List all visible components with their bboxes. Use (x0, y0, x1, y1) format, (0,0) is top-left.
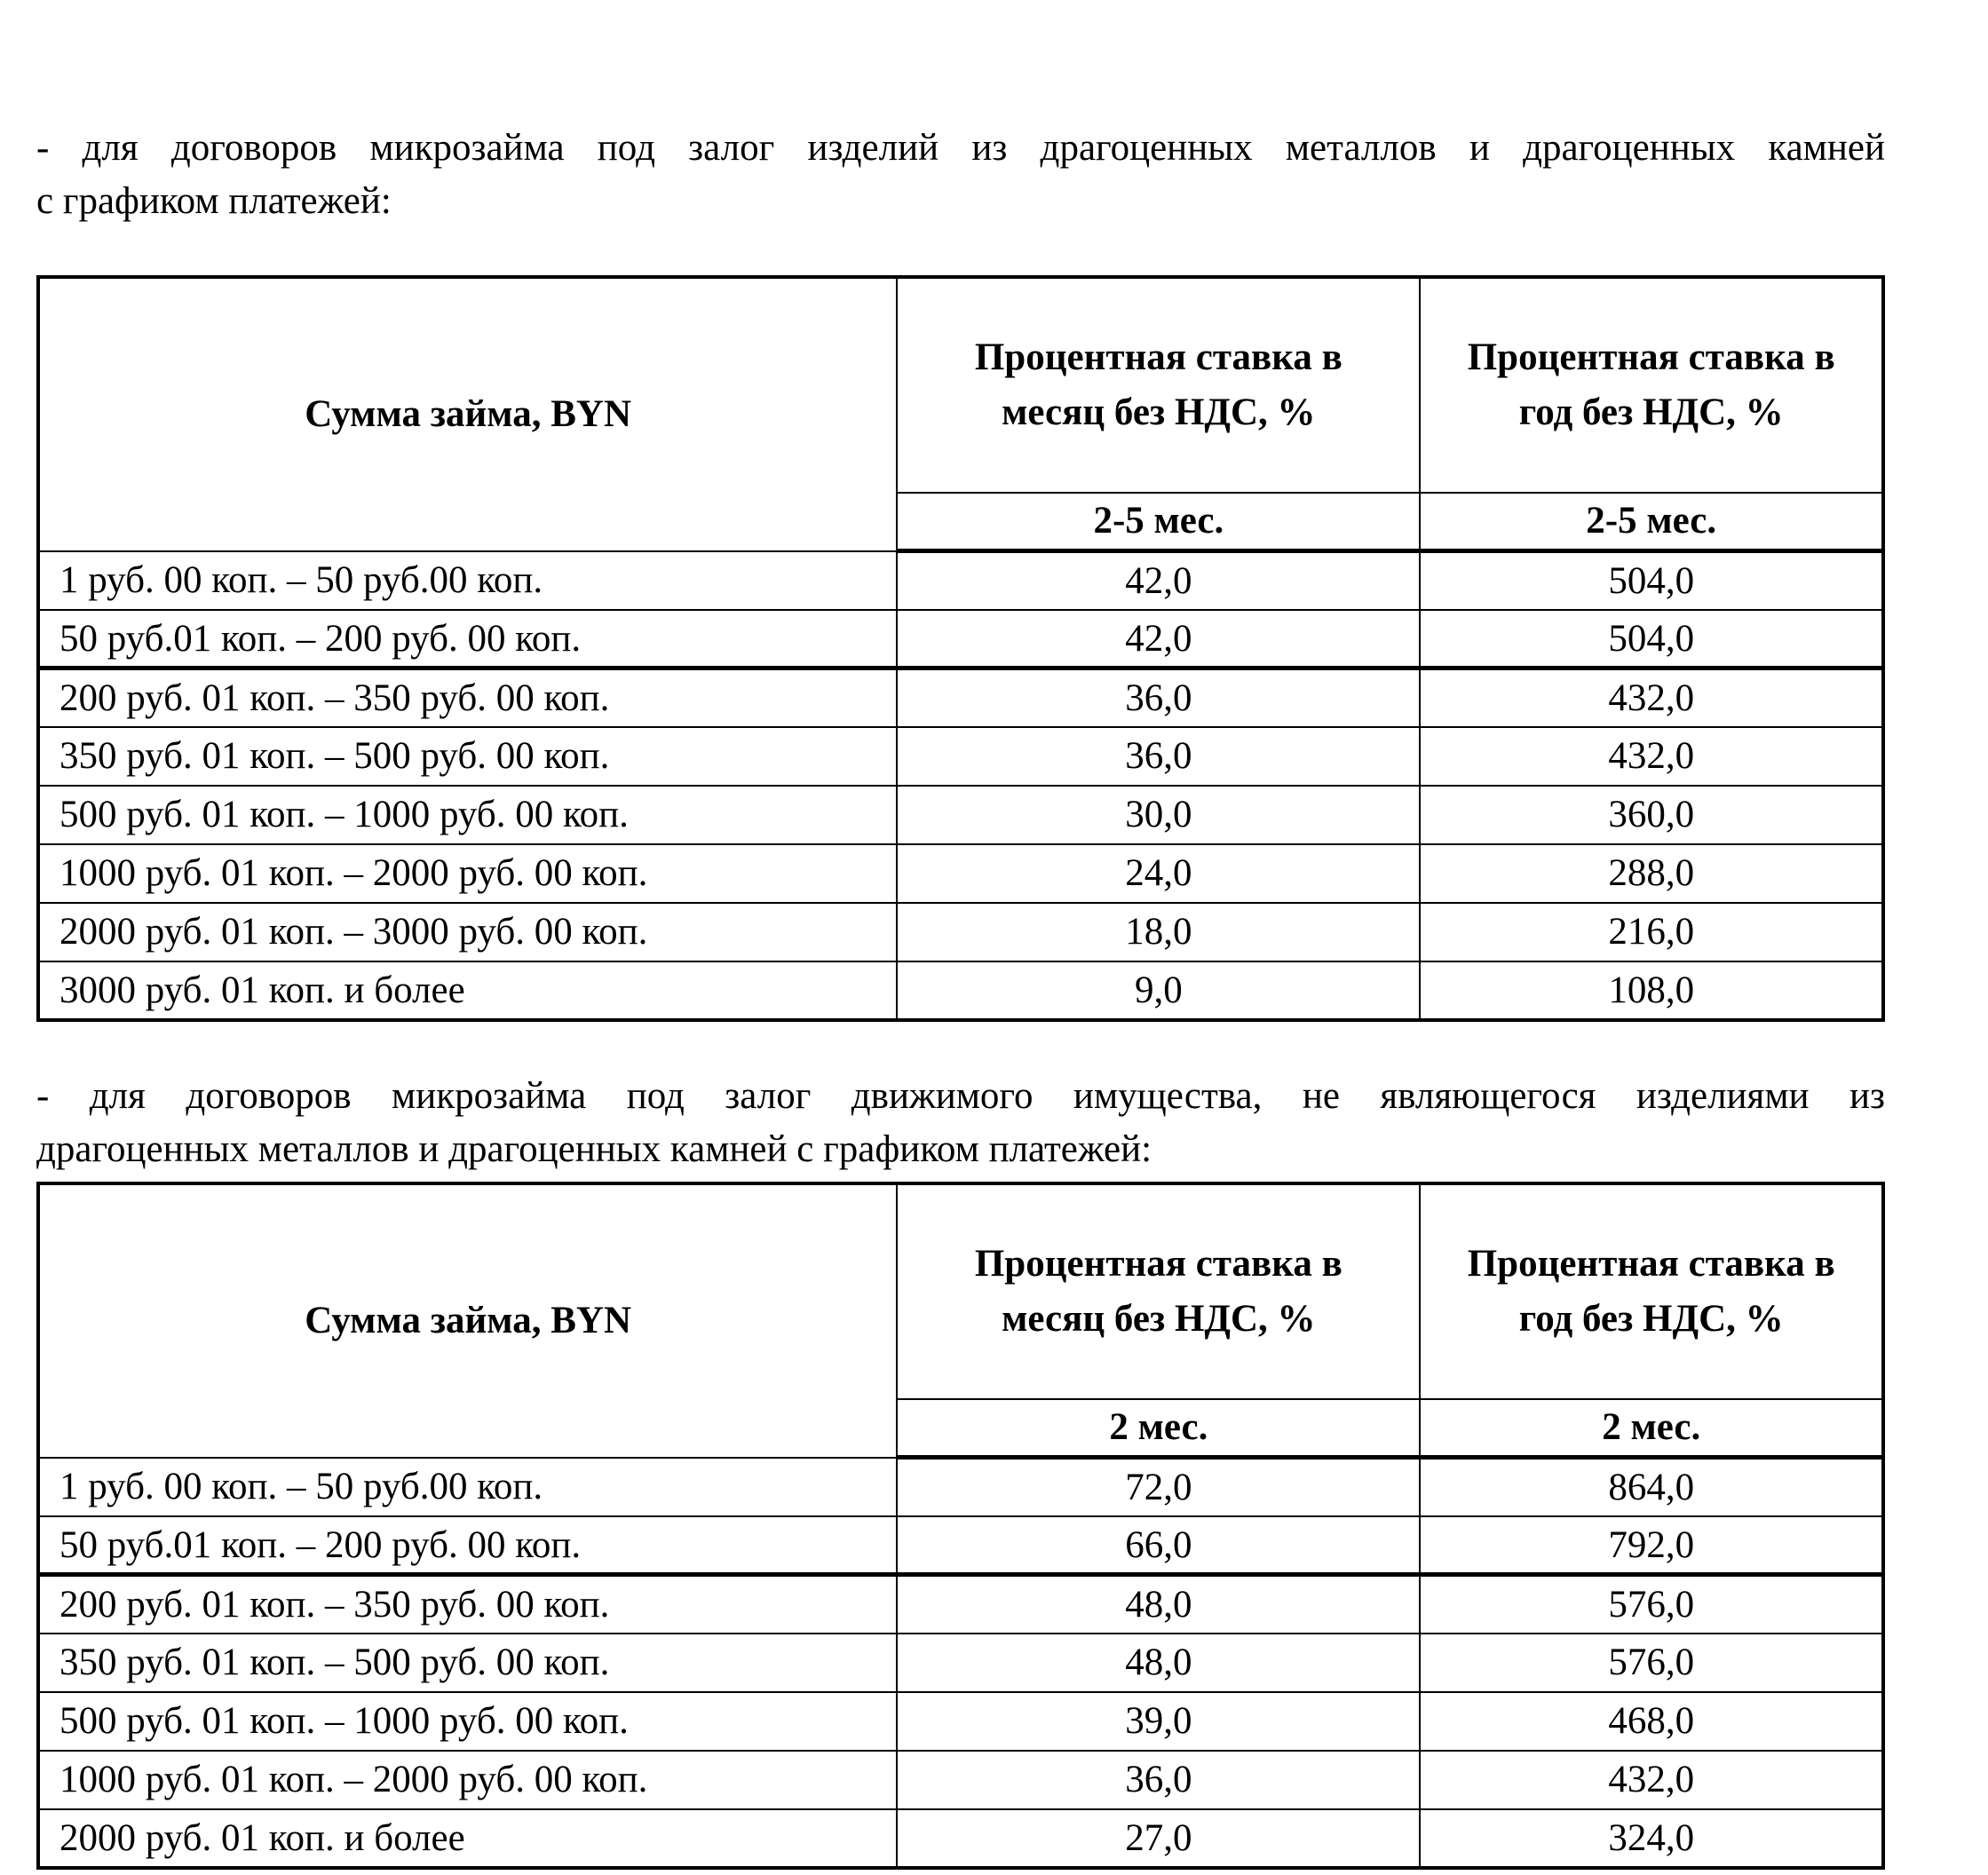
annual-rate: 504,0 (1420, 610, 1883, 669)
table-row (38, 1634, 1883, 1692)
subheader-monthly-term: 2 мес. (897, 1399, 1420, 1458)
header-row (38, 277, 1883, 493)
loan-range: 200 руб. 01 коп. – 350 руб. 00 коп. (38, 669, 897, 727)
rates-table-metals (36, 275, 1885, 1022)
subheader-monthly-term: 2-5 мес. (897, 493, 1420, 551)
col-header-loan-sum: Сумма займа, BYN (38, 1183, 897, 1458)
intro-paragraph-movables (36, 1070, 1885, 1176)
monthly-rate: 72,0 (897, 1458, 1420, 1516)
annual-rate: 468,0 (1420, 1692, 1883, 1751)
annual-rate: 576,0 (1420, 1634, 1883, 1692)
table-row (38, 1516, 1883, 1575)
monthly-rate: 24,0 (897, 844, 1420, 903)
paragraph-line: - для договоров микрозайма под залог изделий из драгоценных металлов и драгоценных камней (36, 127, 1885, 169)
loan-range: 2000 руб. 01 коп. – 3000 руб. 00 коп. (38, 903, 897, 961)
table-row (38, 844, 1883, 903)
col-header-annual-rate: Процентная ставка в год без НДС, % (1420, 1183, 1883, 1399)
annual-rate: 576,0 (1420, 1575, 1883, 1634)
annual-rate: 432,0 (1420, 727, 1883, 786)
annual-rate: 324,0 (1420, 1809, 1883, 1868)
monthly-rate: 36,0 (897, 1751, 1420, 1809)
annual-rate: 504,0 (1420, 551, 1883, 610)
monthly-rate: 42,0 (897, 610, 1420, 669)
table-row (38, 786, 1883, 844)
monthly-rate: 30,0 (897, 786, 1420, 844)
paragraph-line: драгоценных металлов и драгоценных камней с графиком платежей: (36, 1128, 1152, 1170)
loan-range: 1 руб. 00 коп. – 50 руб.00 коп. (38, 1458, 897, 1516)
monthly-rate: 39,0 (897, 1692, 1420, 1751)
loan-range: 2000 руб. 01 коп. и более (38, 1809, 897, 1868)
rates-table-movables (36, 1182, 1885, 1870)
annual-rate: 288,0 (1420, 844, 1883, 903)
header-row (38, 1183, 1883, 1399)
loan-range: 500 руб. 01 коп. – 1000 руб. 00 коп. (38, 1692, 897, 1751)
table-row (38, 1458, 1883, 1516)
loan-range: 350 руб. 01 коп. – 500 руб. 00 коп. (38, 727, 897, 786)
paragraph-line: - для договоров микрозайма под залог движимого имущества, не являющегося изделиями из (36, 1075, 1885, 1117)
col-header-loan-sum: Сумма займа, BYN (38, 277, 897, 551)
loan-range: 50 руб.01 коп. – 200 руб. 00 коп. (38, 1516, 897, 1575)
table-row (38, 1751, 1883, 1809)
monthly-rate: 48,0 (897, 1575, 1420, 1634)
annual-rate: 864,0 (1420, 1458, 1883, 1516)
loan-range: 3000 руб. 01 коп. и более (38, 961, 897, 1020)
col-header-annual-rate: Процентная ставка в год без НДС, % (1420, 277, 1883, 493)
table-row (38, 610, 1883, 669)
loan-range: 350 руб. 01 коп. – 500 руб. 00 коп. (38, 1634, 897, 1692)
table-row (38, 1575, 1883, 1634)
annual-rate: 792,0 (1420, 1516, 1883, 1575)
loan-range: 50 руб.01 коп. – 200 руб. 00 коп. (38, 610, 897, 669)
monthly-rate: 27,0 (897, 1809, 1420, 1868)
annual-rate: 108,0 (1420, 961, 1883, 1020)
table-row (38, 727, 1883, 786)
table-row (38, 903, 1883, 961)
annual-rate: 360,0 (1420, 786, 1883, 844)
monthly-rate: 42,0 (897, 551, 1420, 610)
intro-paragraph-metals (36, 122, 1885, 228)
loan-range: 500 руб. 01 коп. – 1000 руб. 00 коп. (38, 786, 897, 844)
table-row (38, 1692, 1883, 1751)
annual-rate: 432,0 (1420, 669, 1883, 727)
monthly-rate: 36,0 (897, 669, 1420, 727)
subheader-annual-term: 2-5 мес. (1420, 493, 1883, 551)
table-row (38, 1809, 1883, 1868)
monthly-rate: 66,0 (897, 1516, 1420, 1575)
paragraph-line: с графиком платежей: (36, 180, 392, 222)
subheader-annual-term: 2 мес. (1420, 1399, 1883, 1458)
loan-range: 1 руб. 00 коп. – 50 руб.00 коп. (38, 551, 897, 610)
monthly-rate: 36,0 (897, 727, 1420, 786)
loan-range: 1000 руб. 01 коп. – 2000 руб. 00 коп. (38, 844, 897, 903)
annual-rate: 216,0 (1420, 903, 1883, 961)
table-row (38, 669, 1883, 727)
table-row (38, 551, 1883, 610)
col-header-monthly-rate: Процентная ставка в месяц без НДС, % (897, 1183, 1420, 1399)
loan-range: 200 руб. 01 коп. – 350 руб. 00 коп. (38, 1575, 897, 1634)
monthly-rate: 48,0 (897, 1634, 1420, 1692)
monthly-rate: 18,0 (897, 903, 1420, 961)
table-row (38, 961, 1883, 1020)
loan-range: 1000 руб. 01 коп. – 2000 руб. 00 коп. (38, 1751, 897, 1809)
annual-rate: 432,0 (1420, 1751, 1883, 1809)
col-header-monthly-rate: Процентная ставка в месяц без НДС, % (897, 277, 1420, 493)
monthly-rate: 9,0 (897, 961, 1420, 1020)
